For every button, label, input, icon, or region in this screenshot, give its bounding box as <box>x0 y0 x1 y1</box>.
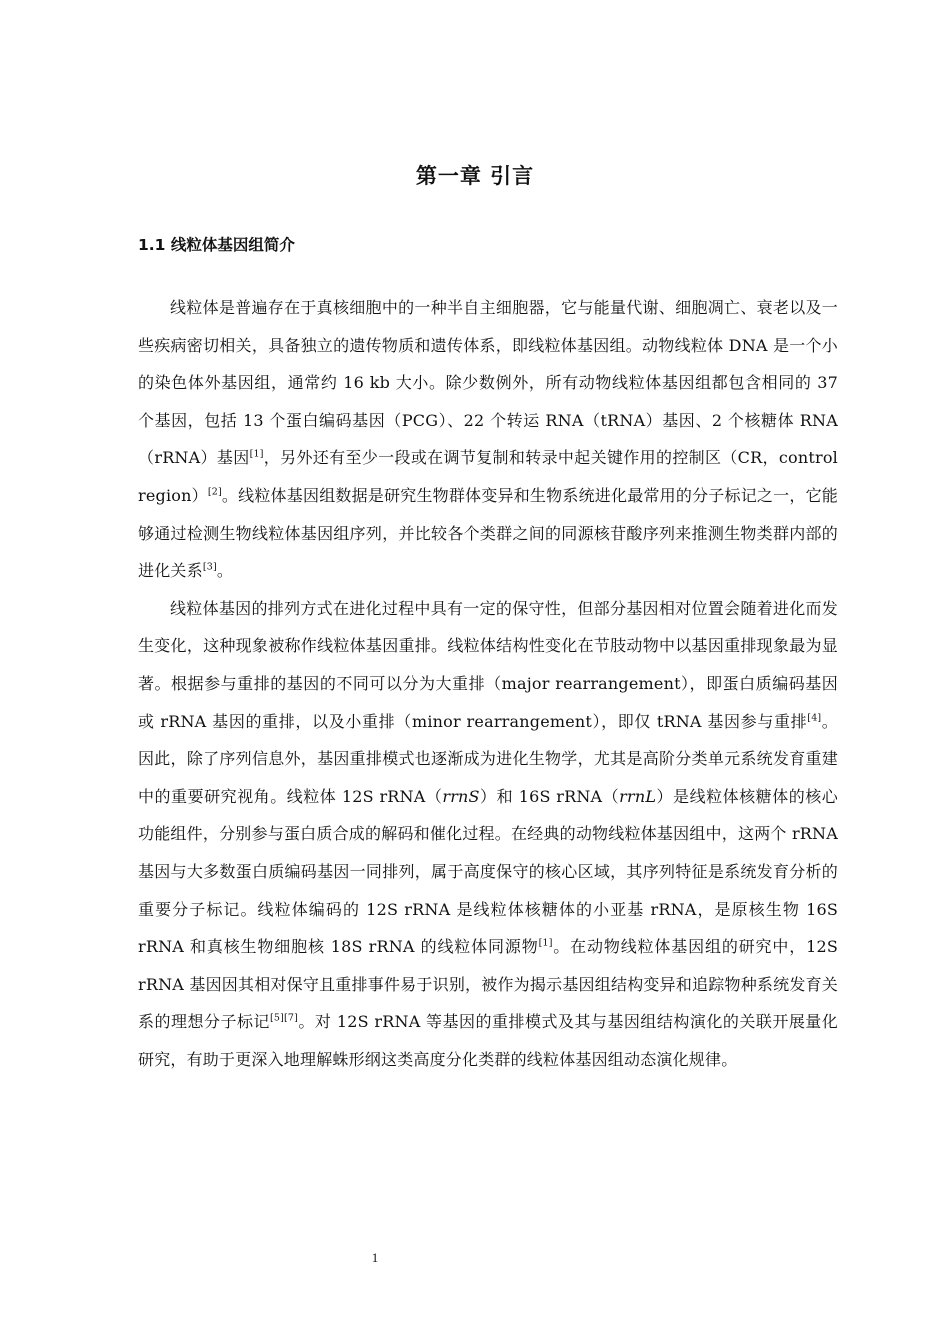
body-text <box>138 289 838 1078</box>
text-run: 。线粒体基因组数据是研究生物群体变异和生物系统进化最常用的分子标记之一，它能够通过检测生物线粒体基因组序列，并比较各个类群之间的同源核苷酸序列来推测生物类群内部的进化关系 <box>138 485 838 581</box>
text-run: ，另外还有至少一段或在调节复制和转录中起关键作用的控制区（CR，control region） <box>138 448 838 505</box>
citation-ref: [3] <box>202 561 217 573</box>
text-run: ）和 16S rRNA（ <box>479 786 620 806</box>
text-run: 线粒体是普遍存在于真核细胞中的一种半自主细胞器，它与能量代谢、细胞凋亡、衰老以及一些疾病密切相关，具备独立的遗传物质和遗传体系，即线粒体基因组。动物线粒体 DNA 是一个小的染色体外基因组，通常约 16 kb 大小。除少数例外，所有动物线粒体基因组都包含相同的 37 个基因，包括 13 个蛋白编码基因（PCG）、22 个转运 RNA（tRNA）基因、2 个核糖体 RNA（rRNA）基因 <box>138 298 838 468</box>
section-heading <box>138 233 295 255</box>
text-run: 。在动物线粒体基因组的研究中，12S rRNA 基因因其相对保守且重排事件易于识别，被作为揭示基因组结构变异和追踪物种系统发育关系的理想分子标记 <box>138 937 839 1032</box>
citation-ref: [1] <box>538 937 553 949</box>
citation-ref: [5] <box>269 1012 284 1024</box>
gene-name: rrnL <box>619 786 657 806</box>
citation-ref: [7] <box>284 1012 299 1024</box>
citation-ref: [4] <box>807 712 822 724</box>
text-run: 。对 12S rRNA 等基因的重排模式及其与基因组结构演化的关联开展量化研究，有助于更深入地理解蛛形纲这类高度分化类群的线粒体基因组动态演化规律。 <box>138 1012 839 1069</box>
section-title: 线粒体基因组简介 <box>170 236 295 254</box>
citation-ref: [1] <box>249 449 264 461</box>
text-run: ）是线粒体核糖体的核心功能组件，分别参与蛋白质合成的解码和催化过程。在经典的动物线粒体基因组中，这两个 rRNA 基因与大多数蛋白质编码基因一同排列，属于高度保守的核心区域，其序列特征是系统发育分析的重要分子标记。线粒体编码的 12S rRNA 是线粒体核糖体的小亚基 rRNA，是原核生物 16S rRNA 和真核生物细胞核 18S rRNA 的线粒体同源物 <box>138 786 838 957</box>
citation-ref: [2] <box>207 486 222 498</box>
text-run: 。 <box>216 561 234 581</box>
text-run: 。因此，除了序列信息外，基因重排模式也逐渐成为进化生物学，尤其是高阶分类单元系统发育重建中的重要研究视角。线粒体 12S rRNA（ <box>138 711 838 806</box>
page-number: 1 <box>371 1250 379 1265</box>
chapter-title: 第一章 引言 <box>415 164 535 188</box>
paragraph <box>138 590 838 1079</box>
text-run: 线粒体基因的排列方式在进化过程中具有一定的保守性，但部分基因相对位置会随着进化而发生变化，这种现象被称作线粒体基因重排。线粒体结构性变化在节肢动物中以基因重排现象最为显著。根据参与重排的基因的不同可以分为大重排（major rearrangement），即蛋白质编码基因或 rRNA 基因的重排，以及小重排（minor rearrangement），即仅 tRNA 基因参与重排 <box>138 598 838 731</box>
paragraph <box>138 289 838 590</box>
section-number: 1.1 <box>138 236 166 254</box>
gene-name: rrnS <box>442 786 480 806</box>
